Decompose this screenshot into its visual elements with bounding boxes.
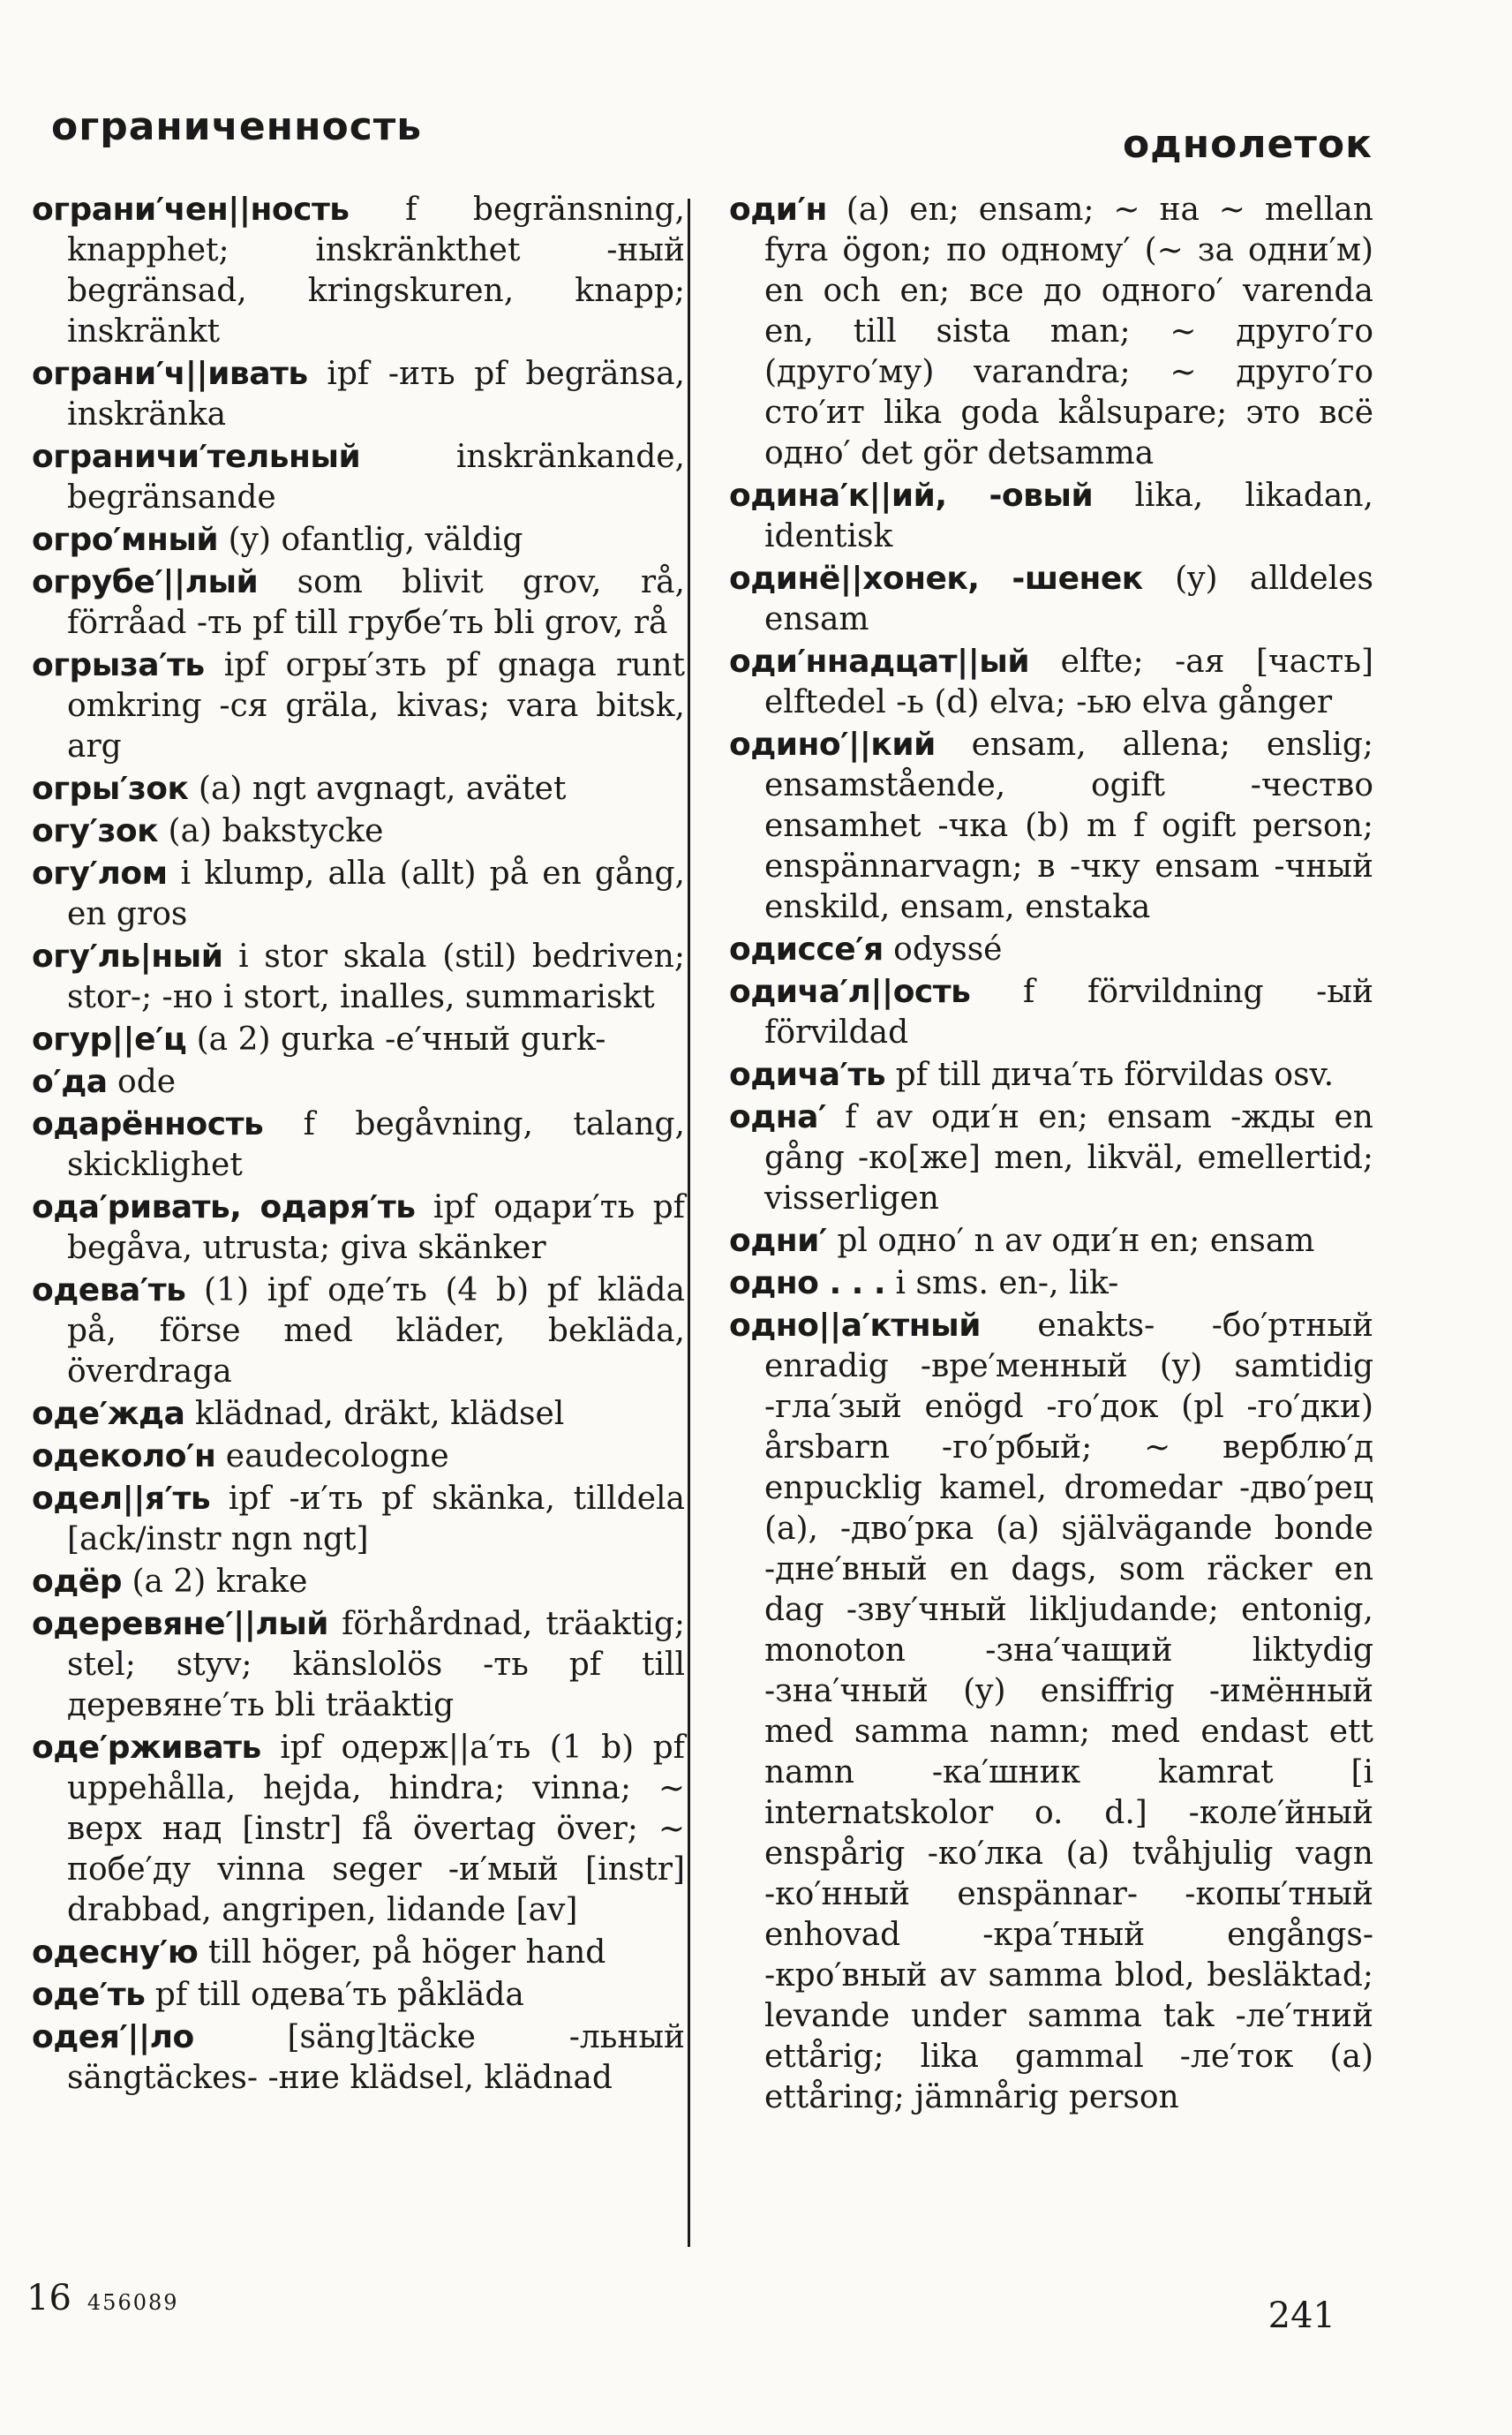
headword: одева′ть	[32, 1272, 186, 1308]
dictionary-entry	[32, 1933, 685, 1973]
dictionary-entry	[729, 1306, 1373, 2118]
headword: о′да	[32, 1064, 108, 1100]
dictionary-entry	[729, 559, 1373, 640]
definition: odyssé	[883, 931, 1003, 968]
definition: f begränsning, knapphet; inskränkthet -ный begränsad, kringskuren, knapp; inskränkt	[67, 192, 685, 350]
headword: одиссе′я	[729, 931, 884, 968]
dictionary-entry	[32, 854, 685, 935]
definition: elfte; -ая [часть] elftedel -ь (d) elva; -ью elva gånger	[764, 644, 1373, 720]
dictionary-entry	[32, 1270, 685, 1392]
headword: одича′ть	[729, 1057, 886, 1093]
headword: одеколо′н	[32, 1438, 216, 1474]
page-number-right: 241	[1268, 2296, 1335, 2336]
dictionary-entry	[32, 1020, 685, 1060]
headword: одёр	[32, 1564, 122, 1600]
dictionary-entry	[32, 1394, 685, 1435]
dictionary-entry	[729, 1097, 1373, 1219]
headword: одно . . .	[729, 1265, 886, 1301]
definition: klädnad, dräkt, klädsel	[184, 1396, 565, 1432]
headword: огры′зок	[32, 771, 189, 807]
definition: ode	[107, 1064, 177, 1100]
headword: одно||а′ктный	[729, 1308, 981, 1344]
headword: оде′рживать	[32, 1730, 261, 1766]
dictionary-entry	[32, 937, 685, 1018]
dictionary-entry	[32, 1604, 685, 1726]
dictionary-entry	[32, 1436, 685, 1477]
headword: огу′ль|ный	[32, 939, 223, 975]
definition: i stor skala (stil) bedriven; stor-; -но i stort, inalles, summariskt	[67, 939, 685, 1015]
dictionary-entry	[32, 1104, 685, 1186]
definition: lika, likadan, identisk	[764, 478, 1374, 554]
footer-left	[26, 2278, 179, 2318]
definition: f av оди′н en; ensam -жды en gång -ко[же] men, likväl, emellertid; visserligen	[764, 1099, 1373, 1217]
headword: огу′зок	[32, 813, 159, 849]
dictionary-entry	[32, 1975, 685, 2016]
dictionary-entry	[729, 725, 1373, 928]
headword: огрыза′ть	[32, 647, 205, 683]
headword: одел||я′ть	[32, 1481, 211, 1517]
dictionary-entry	[32, 437, 685, 518]
dictionary-entry	[32, 562, 685, 644]
page-number-left: 16	[26, 2278, 71, 2318]
headword: оде′жда	[32, 1396, 185, 1432]
headword: одича′л||ость	[729, 974, 971, 1010]
headword: огур||е′ц	[32, 1021, 187, 1058]
headword: одина′к||ий, -овый	[729, 478, 1094, 514]
headword: одарённость	[32, 1106, 264, 1142]
dictionary-entry	[32, 1479, 685, 1560]
definition: i sms. en-, lik-	[885, 1265, 1119, 1301]
definition: (a) ngt avgnagt, avätet	[188, 771, 567, 807]
definition: (a 2) gurka -е′чный gurk-	[186, 1021, 606, 1058]
headword: ограни′ч||ивать	[32, 356, 308, 392]
left-column	[32, 190, 685, 2100]
dictionary-entry	[729, 642, 1373, 723]
dictionary-entry	[729, 190, 1373, 474]
definition: enakts- -бо′ртный enradig -вре′менный (y) samtidig -гла′зый enögd -го′док (pl -го′дки) årsbarn -го′рбый; ~ верблю′д enpucklig kamel, dromedar -дво′рец (a), -дво′рка (a) självägande bonde -дне′вный en dags, som räcker en dag -зву′чный likljudande; entonig, monoton -зна′чащий liktydig -зна′чный (y) ensiffrig -имённый med samma namn; med endast ett namn -ка′шник kamrat [i internatskolor o. d.] -коле′йный enspårig -ко′лка (a) tvåhjulig vagn -ко′нный enspännar- -копы′тный enhovad -кра′тный engångs- -кро′вный av samma blod, besläktad; levande under samma tak -ле′тний ettårig; lika gammal -ле′ток (a) ettåring; jämnårig person	[764, 1308, 1373, 2115]
definition: (a) bakstycke	[158, 813, 384, 849]
dictionary-entry	[32, 2017, 685, 2099]
dictionary-entry	[32, 1562, 685, 1602]
headword: огрубе′||лый	[32, 564, 259, 600]
definition: ipf одерж||а′ть (1 b) pf uppehålla, hejda, hindra; vinna; ~ верх над [instr] få övertag över; ~ побе′ду vinna seger -и′мый [instr] drabbad, angripen, lidande [av]	[67, 1730, 685, 1928]
dictionary-entry	[32, 811, 685, 852]
definition: (1) ipf оде′ть (4 b) pf kläda på, förse med kläder, bekläda, överdraga	[67, 1272, 685, 1390]
headword: ограни′чен||ность	[32, 192, 350, 228]
print-code: 456089	[87, 2290, 179, 2315]
definition: (a) en; ensam; ~ на ~ mellan fyra ögon; по одному′ (~ за одни′м) en och en; все до одного′ varenda en, till sista man; ~ друго′го (друго′му) varandra; ~ друго′го сто′ит lika goda kålsupare; это всё одно′ det gör detsamma	[764, 192, 1373, 471]
definition: pl одно′ n av оди′н en; ensam	[826, 1223, 1315, 1259]
definition: ensam, allena; enslig; ensamstående, ogift -чество ensamhet -чка (b) m f ogift person; enspännarvagn; в -чку ensam -чный enskild, ensam, enstaka	[764, 727, 1373, 925]
dictionary-entry	[32, 1728, 685, 1931]
dictionary-entry	[32, 1062, 685, 1103]
headword: оде′ть	[32, 1977, 146, 2013]
definition: f förvildning -ый förvildad	[764, 974, 1373, 1051]
headword: огро′мный	[32, 522, 219, 558]
dictionary-entry	[729, 476, 1373, 557]
column-divider	[688, 199, 690, 2247]
headword: огу′лом	[32, 856, 168, 892]
headword: одна′	[729, 1099, 826, 1135]
headword: одни′	[729, 1223, 827, 1259]
definition: (a 2) krake	[122, 1564, 308, 1600]
definition: pf till одева′ть påkläda	[145, 1977, 524, 2013]
definition: pf till дича′ть förvildas osv.	[885, 1057, 1335, 1093]
headword: ода′ривать, одаря′ть	[32, 1189, 416, 1225]
definition: ipf одари′ть pf begåva, utrusta; giva skänker	[67, 1189, 685, 1266]
right-column	[729, 190, 1373, 2120]
running-head-right: однолеток	[1122, 122, 1373, 167]
definition: till höger, på höger hand	[198, 1934, 606, 1971]
headword: одеревяне′||лый	[32, 1606, 329, 1642]
definition: förhårdnad, träaktig; stel; styv; känslolös -ть pf till деревяне′ть bli träaktig	[67, 1606, 685, 1723]
dictionary-entry	[32, 645, 685, 767]
headword: одесну′ю	[32, 1934, 199, 1971]
dictionary-entry	[729, 1221, 1373, 1262]
dictionary-entry	[32, 520, 685, 561]
definition: f begåvning, talang, skicklighet	[67, 1106, 685, 1183]
headword: одино′||кий	[729, 727, 936, 763]
running-head-left: ограниченность	[51, 104, 423, 149]
dictionary-entry	[32, 1187, 685, 1269]
dictionary-entry	[729, 972, 1373, 1053]
definition: inskränkande, begränsande	[67, 439, 685, 516]
definition: (y) ofantlig, väldig	[218, 522, 523, 558]
definition: som blivit grov, rå, förråad -ть pf till грубе′ть bli grov, rå	[67, 564, 685, 641]
definition: [säng]täcke -льный sängtäckes- -ние klädsel, klädnad	[67, 2019, 685, 2096]
definition: eaudecologne	[215, 1438, 449, 1474]
dictionary-entry	[32, 354, 685, 435]
definition: (y) alldeles ensam	[764, 561, 1373, 637]
definition: i klump, alla (allt) på en gång, en gros	[67, 856, 685, 932]
headword: оди′н	[729, 192, 827, 228]
definition: ipf -и′ть pf skänka, tilldela [ack/instr ngn ngt]	[67, 1481, 685, 1557]
headword: оди′ннадцат||ый	[729, 644, 1030, 680]
definition: ipf -ить pf begränsa, inskränka	[67, 356, 685, 433]
headword: одея′||ло	[32, 2019, 194, 2055]
dictionary-entry	[32, 190, 685, 352]
definition: ipf огры′зть pf gnaga runt omkring -ся gräla, kivas; vara bitsk, arg	[67, 647, 685, 765]
dictionary-entry	[32, 769, 685, 810]
headword: одинё||хонек, -шенек	[729, 561, 1143, 597]
dictionary-entry	[729, 1055, 1373, 1096]
dictionary-entry	[729, 1263, 1373, 1304]
dictionary-entry	[729, 930, 1373, 970]
headword: ограничи′тельный	[32, 439, 361, 475]
